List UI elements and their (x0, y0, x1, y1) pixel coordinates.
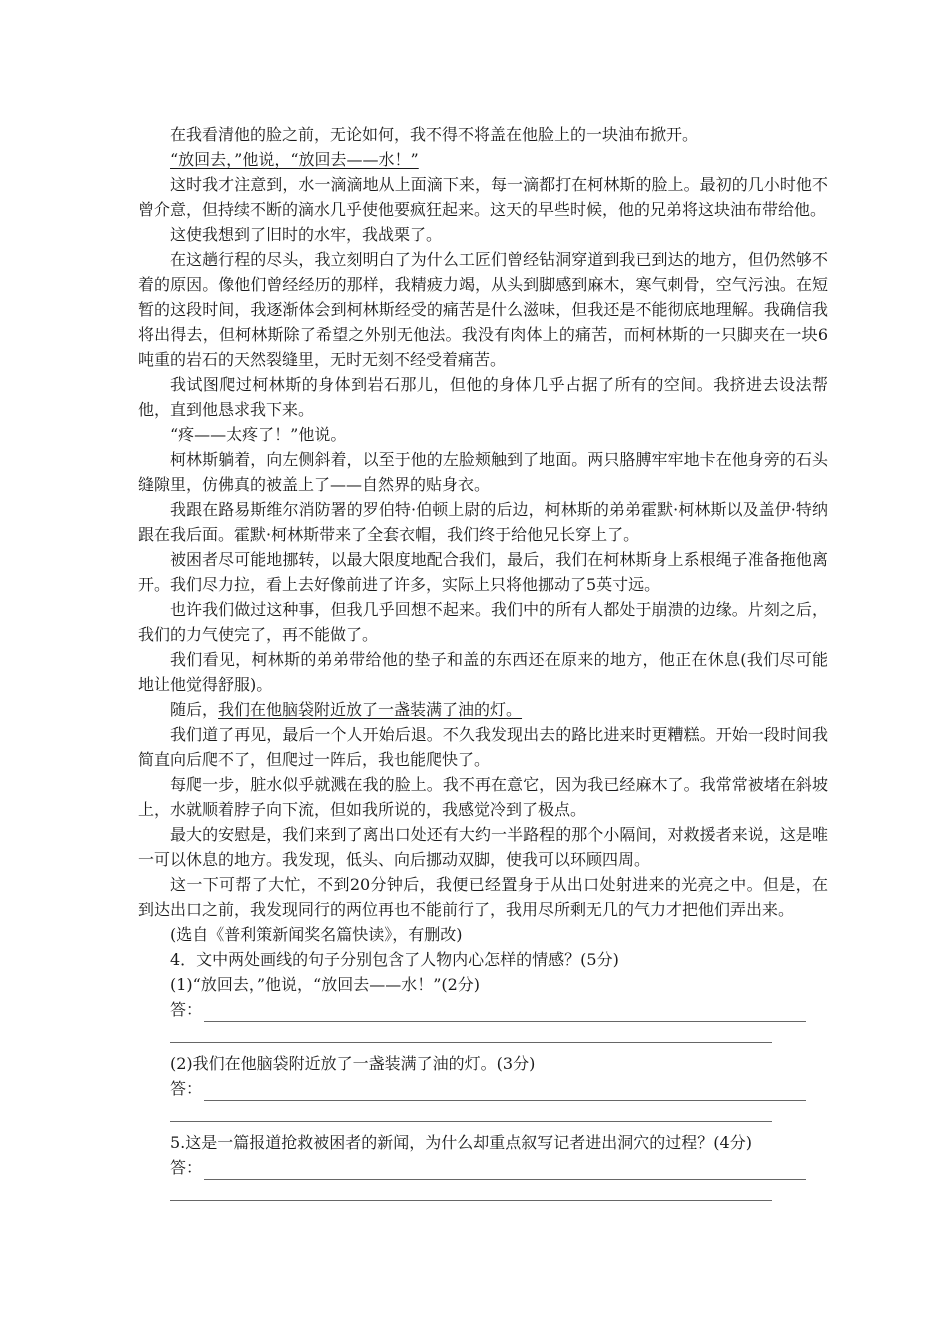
paragraph-4: 这使我想到了旧时的水牢，我战栗了。 (170, 225, 443, 244)
question-4-1: (1)“放回去，”他说，“放回去——水！”(2分) (170, 975, 481, 994)
paragraph-7: “疼——太疼了！”他说。 (170, 425, 347, 444)
answer-row-4-1 (138, 997, 828, 1022)
paragraph-14: 我们道了再见，最后一个人开始后退。不久我发现出去的路比进来时更糟糕。开始一段时间我简直向后爬不了，但爬过一阵后，我也能爬快了。 (138, 725, 828, 769)
paragraph-15: 每爬一步，脏水似乎就溅在我的脸上。我不再在意它，因为我已经麻木了。我常常被堵在斜坡上，水就顺着脖子向下流，但如我所说的，我感觉冷到了极点。 (138, 775, 828, 819)
answer-label: 答： (170, 1158, 203, 1177)
answer-line[interactable] (204, 1163, 806, 1180)
answer-label: 答： (170, 1079, 203, 1098)
paragraph-5: 在这趟行程的尽头，我立刻明白了为什么工匠们曾经钻洞穿道到我已到达的地方，但仍然够不着的原因。像他们曾经经历的那样，我精疲力竭，从头到脚感到麻木，寒气刺骨，空气污浊。在短暂的这段时间，我逐渐体会到柯林斯经受的痛苦是什么滋味，但我还是不能彻底地理解。我确信我将出得去，但柯林斯除了希望之外别无他法。我没有肉体上的痛苦，而柯林斯的一只脚夹在一块6吨重的岩石的天然裂缝里，无时无刻不经受着痛苦。 (138, 250, 828, 369)
paragraph-9: 我跟在路易斯维尔消防署的罗伯特·伯顿上尉的后边，柯林斯的弟弟霍默·柯林斯以及盖伊·特纳跟在我后面。霍默·柯林斯带来了全套衣帽，我们终于给他兄长穿上了。 (138, 500, 828, 544)
answer-row-5 (138, 1155, 828, 1180)
paragraph-11: 也许我们做过这种事，但我几乎回想不起来。我们中的所有人都处于崩溃的边缘。片刻之后，我们的力气使完了，再不能做了。 (138, 600, 828, 644)
paragraph-1: 在我看清他的脸之前，无论如何，我不得不将盖在他脸上的一块油布掀开。 (170, 125, 699, 144)
paragraph-8: 柯林斯躺着，向左侧斜着，以至于他的左脸颊触到了地面。两只胳膊牢牢地卡在他身旁的石头缝隙里，仿佛真的被盖上了——自然界的贴身衣。 (138, 450, 828, 494)
paragraph-2-underlined (138, 147, 828, 172)
paragraph-3: 这时我才注意到，水一滴滴地从上面滴下来，每一滴都打在柯林斯的脸上。最初的几小时他不曾介意，但持续不断的滴水几乎使他要疯狂起来。这天的早些时候，他的兄弟将这块油布带给他。 (138, 175, 828, 219)
answer-line[interactable] (170, 1180, 772, 1201)
question-4: 4．文中两处画线的句子分别包含了人物内心怎样的情感？(5分) (170, 950, 619, 969)
underlined-quote-2: 我们在他脑袋附近放了一盏装满了油的灯。 (218, 700, 523, 719)
answer-label: 答： (170, 1000, 203, 1019)
document-page (138, 122, 828, 1209)
question-4-2: (2)我们在他脑袋附近放了一盏装满了油的灯。(3分) (170, 1054, 536, 1073)
answer-line[interactable] (170, 1022, 772, 1043)
answer-line[interactable] (204, 1084, 806, 1101)
underlined-quote-1: “放回去，”他说，“放回去——水！” (170, 150, 419, 169)
answer-row-4-2 (138, 1076, 828, 1101)
paragraph-16: 最大的安慰是，我们来到了离出口处还有大约一半路程的那个小隔间，对救援者来说，这是唯一可以休息的地方。我发现，低头、向后挪动双脚，使我可以环顾四周。 (138, 825, 828, 869)
paragraph-13 (138, 697, 828, 722)
answer-line[interactable] (204, 1005, 806, 1022)
paragraph-17: 这一下可帮了大忙，不到20分钟后，我便已经置身于从出口处射进来的光亮之中。但是，在到达出口之前，我发现同行的两位再也不能前行了，我用尽所剩无几的气力才把他们弄出来。 (138, 875, 828, 919)
answer-line[interactable] (170, 1101, 772, 1122)
paragraph-6: 我试图爬过柯林斯的身体到岩石那儿，但他的身体几乎占据了所有的空间。我挤进去设法帮他，直到他恳求我下来。 (138, 375, 828, 419)
source-citation: (选自《普利策新闻奖名篇快读》，有删改) (170, 925, 463, 944)
question-5: 5.这是一篇报道抢救被困者的新闻，为什么却重点叙写记者进出洞穴的过程？(4分) (170, 1133, 752, 1152)
paragraph-10: 被困者尽可能地挪转，以最大限度地配合我们，最后，我们在柯林斯身上系根绳子准备拖他离开。我们尽力拉，看上去好像前进了许多，实际上只将他挪动了5英寸远。 (138, 550, 828, 594)
paragraph-12: 我们看见，柯林斯的弟弟带给他的垫子和盖的东西还在原来的地方，他正在休息(我们尽可能地让他觉得舒服)。 (138, 650, 828, 694)
then-prefix: 随后， (170, 700, 219, 719)
